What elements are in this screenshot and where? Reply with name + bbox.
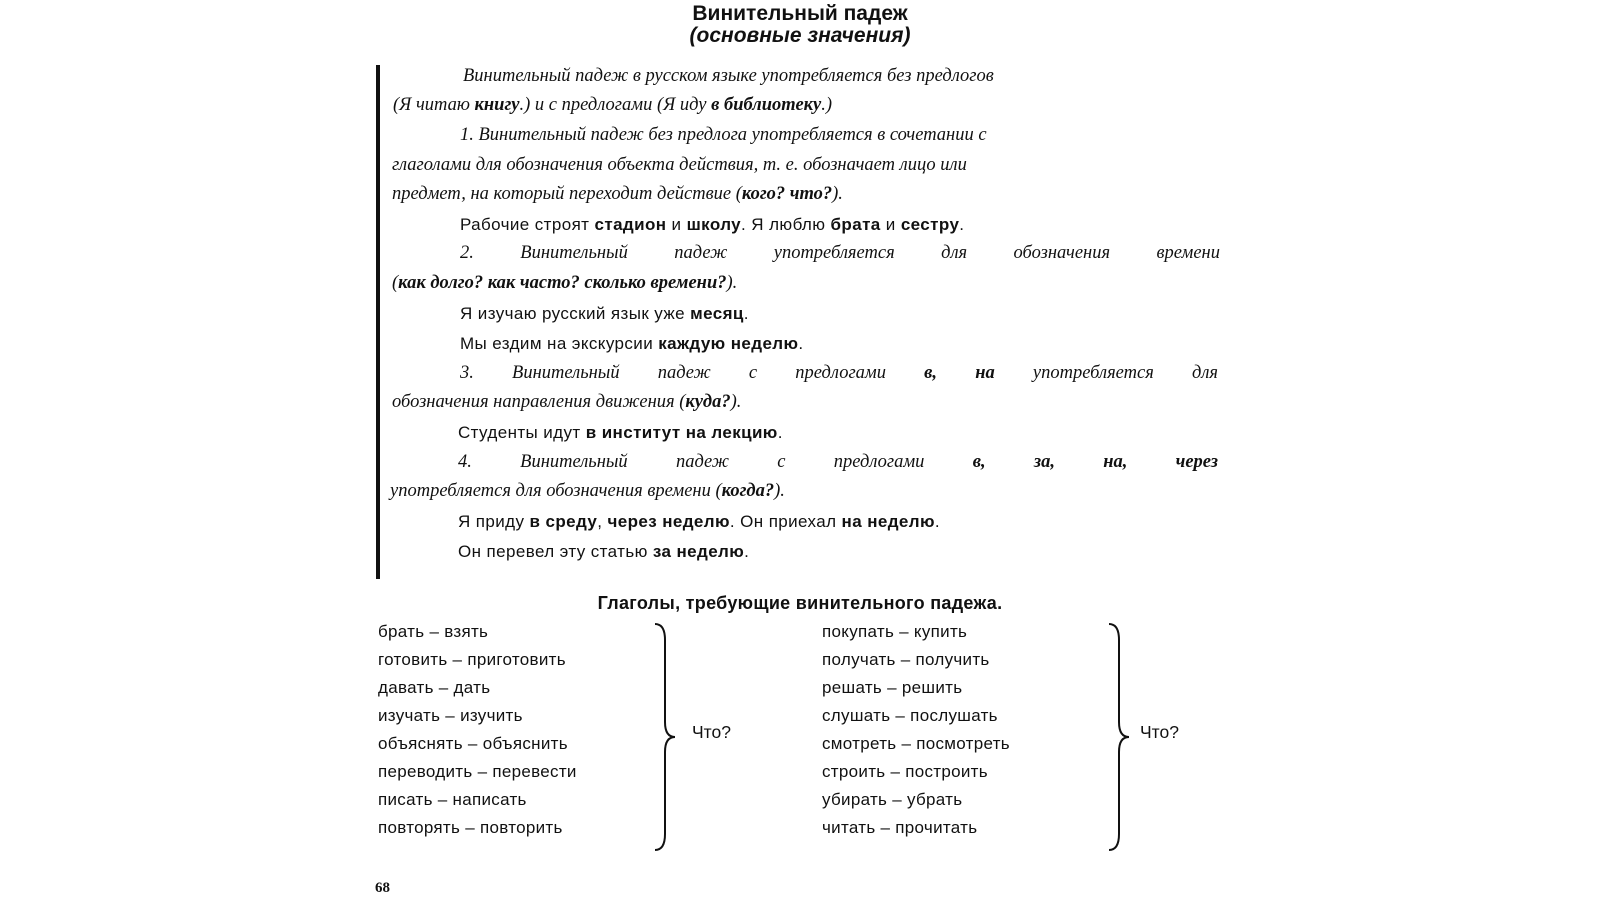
page-subtitle: (основные значения) <box>689 24 911 47</box>
intro-line-1: Винительный падеж в русском языке употребляется без предлогов <box>463 66 994 86</box>
rule-4-line-1: 4. Винительный падеж с предлогами в, за, на, через <box>458 452 1218 472</box>
rule-1-line-1: 1. Винительный падеж без предлога употребляется в сочетании с <box>460 125 987 145</box>
question-label: Что? <box>692 722 731 742</box>
verb-pair: смотреть – посмотреть <box>822 734 1010 753</box>
left-margin-rule <box>376 65 380 579</box>
question-label: Что? <box>1140 722 1179 742</box>
rule-1-line-3: предмет, на который переходит действие (кого? что?). <box>392 184 843 204</box>
rule-2-line-2: (как долго? как часто? сколько времени?). <box>392 273 738 293</box>
verb-pair: повторять – повторить <box>378 818 563 837</box>
verb-pair: строить – построить <box>822 762 988 781</box>
verb-pair: слушать – послушать <box>822 706 998 725</box>
rule-4-line-2: употребляется для обозначения времени (когда?). <box>390 481 785 501</box>
verb-pair: готовить – приготовить <box>378 650 566 669</box>
example-6: Он перевел эту статью за неделю. <box>458 542 750 561</box>
verb-pair: решать – решить <box>822 678 963 697</box>
verb-pair: читать – прочитать <box>822 818 978 837</box>
right-brace-icon <box>1107 622 1135 852</box>
verb-pair: получать – получить <box>822 650 990 669</box>
example-5: Я приду в среду, через неделю. Он приехал на неделю. <box>458 512 941 531</box>
rule-2-line-1: 2. Винительный падеж употребляется для обозначения времени <box>460 243 1220 263</box>
verb-pair: убирать – убрать <box>822 790 963 809</box>
rule-3-line-2: обозначения направления движения (куда?). <box>392 392 742 412</box>
rule-3-line-1: 3. Винительный падеж с предлогами в, на употребляется для <box>460 363 1218 383</box>
rule-1-line-2: глаголами для обозначения объекта действия, т. е. обозначает лицо или <box>392 155 967 175</box>
page-number: 68 <box>375 880 390 896</box>
page-title: Винительный падеж <box>692 2 908 25</box>
verb-pair: изучать – изучить <box>378 706 523 725</box>
verb-pair: переводить – перевести <box>378 762 577 781</box>
verb-pair: давать – дать <box>378 678 491 697</box>
intro-line-2: (Я читаю книгу.) и с предлогами (Я иду в библиотеку.) <box>393 95 833 115</box>
verb-pair: объяснять – объяснить <box>378 734 568 753</box>
verb-pair: покупать – купить <box>822 622 968 641</box>
verbs-section-title: Глаголы, требующие винительного падежа. <box>597 593 1003 613</box>
example-1: Рабочие строят стадион и школу. Я люблю брата и сестру. <box>460 215 965 234</box>
example-3: Мы ездим на экскурсии каждую неделю. <box>460 334 804 353</box>
verb-pair: писать – написать <box>378 790 527 809</box>
example-4: Студенты идут в институт на лекцию. <box>458 423 783 442</box>
verb-pair: брать – взять <box>378 622 489 641</box>
right-brace-icon <box>653 622 681 852</box>
example-2: Я изучаю русский язык уже месяц. <box>460 304 749 323</box>
